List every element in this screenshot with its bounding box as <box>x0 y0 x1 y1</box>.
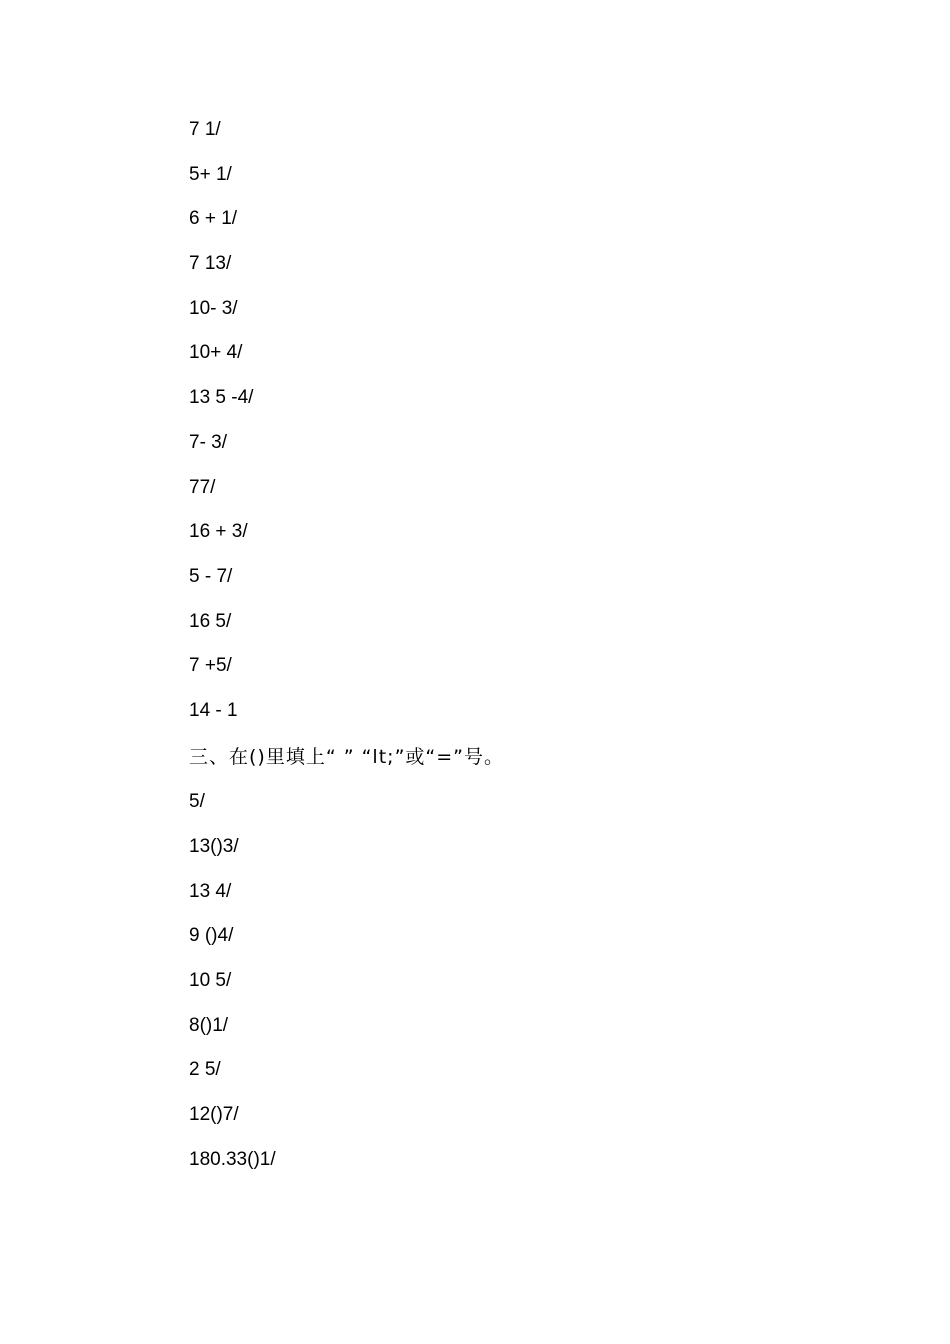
exercise-line: 5+ 1/ <box>189 163 232 185</box>
exercise-line: 5/ <box>189 791 205 813</box>
exercise-line: 10+ 4/ <box>189 342 243 364</box>
exercise-line: 16 5/ <box>189 610 232 632</box>
exercise-line: 2 5/ <box>189 1059 221 1081</box>
exercise-line: 10 5/ <box>189 970 232 992</box>
document-page <box>189 118 809 1193</box>
section-heading: 三、在()里填上“ ” “lt;”或“=”号。 <box>189 745 505 768</box>
exercise-line: 9 ()4/ <box>189 925 234 947</box>
exercise-line: 8()1/ <box>189 1014 229 1036</box>
exercise-line: 13 5 -4/ <box>189 387 254 409</box>
exercise-line: 7 13/ <box>189 253 232 275</box>
exercise-line: 7 1/ <box>189 119 221 140</box>
exercise-line: 6 + 1/ <box>189 208 238 230</box>
exercise-line: 14 - 1 <box>189 699 238 721</box>
exercise-line: 180.33()1/ <box>189 1148 276 1170</box>
exercise-line: 77/ <box>189 476 216 498</box>
exercise-line: 16 + 3/ <box>189 521 248 543</box>
exercise-line: 5 - 7/ <box>189 565 233 587</box>
exercise-line: 7 +5/ <box>189 655 232 677</box>
exercise-line: 10- 3/ <box>189 297 238 319</box>
exercise-line: 12()7/ <box>189 1104 239 1126</box>
exercise-line: 13()3/ <box>189 836 239 857</box>
exercise-line: 7- 3/ <box>189 431 228 453</box>
exercise-line: 13 4/ <box>189 880 232 902</box>
